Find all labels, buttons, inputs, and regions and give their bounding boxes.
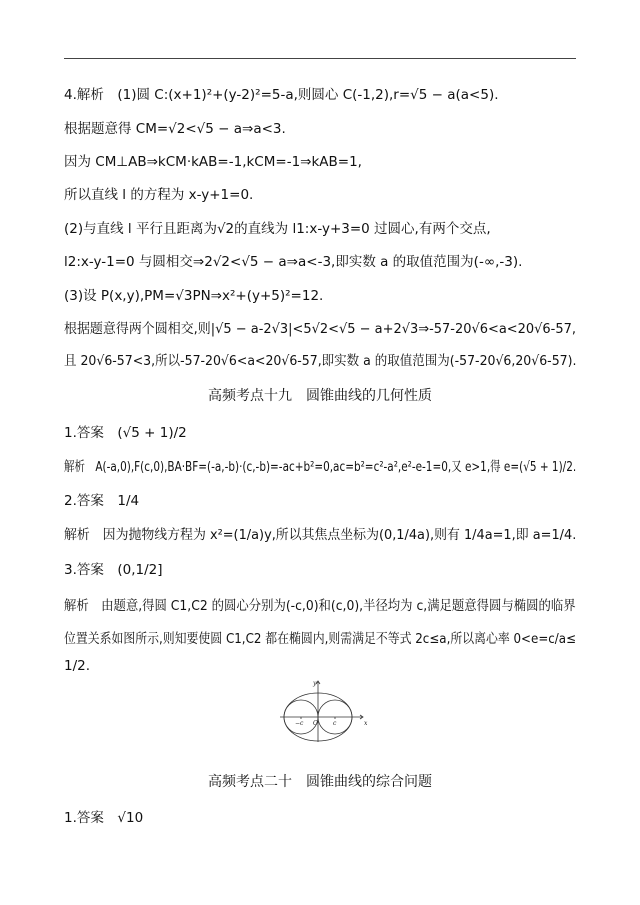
solution-4-line-2: 根据题意得 CM=√2<√5 − a⇒a<3. [64, 121, 286, 137]
label-origin: O [313, 720, 318, 727]
answer-2: 2.答案 1/4 [64, 493, 140, 509]
solution-4-line-6: l2:x-y-1=0 与圆相交⇒2√2<√5 − a⇒a<-3,即实数 a 的取值范围为(-∞,-3). [64, 254, 523, 270]
answer-1: 1.答案 (√5 + 1)/2 [64, 425, 187, 441]
ellipse-circles-figure [278, 678, 368, 744]
solution-3-line-2: 位置关系如图所示,则知要使圆 C1,C2 都在椭圆内,则需满足不等式 2c≤a,所以离心率 0<e=c/a≤ [64, 631, 577, 647]
solution-4-line-8: 根据题意得两个圆相交,则|√5 − a-2√3|<5√2<√5 − a+2√3⇒-57-20√6<a<20√6-57, [64, 321, 576, 337]
label-x: x [364, 720, 368, 727]
header-rule [64, 58, 576, 59]
solution-4-line-3: 因为 CM⊥AB⇒kCM·kAB=-1,kCM=-1⇒kAB=1, [64, 154, 362, 170]
solution-4-line-4: 所以直线 l 的方程为 x-y+1=0. [64, 187, 254, 203]
solution-2: 解析 因为抛物线方程为 x²=(1/a)y,所以其焦点坐标为(0,1/4a),则有 1/4a=1,即 a=1/4. [64, 527, 577, 543]
answer-20-1: 1.答案 √10 [64, 810, 144, 826]
solution-4-line-7: (3)设 P(x,y),PM=√3PN⇒x²+(y+5)²=12. [64, 288, 324, 304]
solution-3-line-3: 1/2. [64, 658, 91, 674]
section-title-19: 高频考点十九 圆锥曲线的几何性质 [208, 388, 432, 404]
solution-4-line-9: 且 20√6-57<3,所以-57-20√6<a<20√6-57,即实数 a 的取值范围为(-57-20√6,20√6-57). [64, 353, 577, 369]
solution-1: 解析 A(-a,0),F(c,0),BA·BF=(-a,-b)·(c,-b)=-ac+b²=0,ac=b²=c²-a²,e²-e-1=0,又 e>1,得 e=(√5 + 1)/2. [64, 459, 577, 475]
solution-4-line-5: (2)与直线 l 平行且距离为√2的直线为 l1:x-y+3=0 过圆心,有两个交点, [64, 221, 491, 237]
label-c: c [333, 720, 337, 727]
section-title-20: 高频考点二十 圆锥曲线的综合问题 [208, 774, 432, 790]
label-y: y [313, 680, 317, 687]
label-neg-c: −c [295, 720, 304, 727]
answer-3: 3.答案 (0,1/2] [64, 562, 163, 578]
solution-4-line-1: 4.解析 (1)圆 C:(x+1)²+(y-2)²=5-a,则圆心 C(-1,2),r=√5 − a(a<5). [64, 87, 499, 103]
solution-3-line-1: 解析 由题意,得圆 C1,C2 的圆心分别为(-c,0)和(c,0),半径均为 c,满足题意得圆与椭圆的临界 [64, 598, 576, 614]
